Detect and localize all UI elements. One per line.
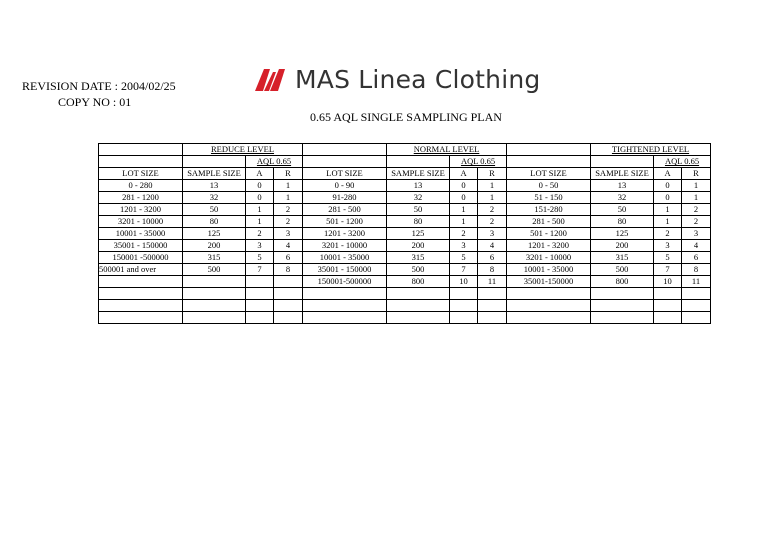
blank-row [99,288,711,300]
tightened-reject-cell: 8 [682,264,711,276]
tightened-reject-cell: 2 [682,216,711,228]
reduce-reject-cell: 4 [274,240,303,252]
tightened-accept-cell: 2 [654,228,682,240]
tightened-lot-size-cell: 501 - 1200 [507,228,591,240]
table-row [99,240,711,252]
reduce-lot-size-cell: 3201 - 10000 [99,216,183,228]
tightened-accept-cell: 0 [654,180,682,192]
tightened-lot-size-cell: 3201 - 10000 [507,252,591,264]
blank-cell [591,312,654,324]
blank-row [99,312,711,324]
reduce-sample-size-cell: 315 [183,252,246,264]
tightened-accept-cell: 10 [654,276,682,288]
sample-size-header: SAMPLE SIZE [183,168,246,180]
tightened-reject-cell: 3 [682,228,711,240]
blank-cell [99,156,183,168]
blank-cell [274,288,303,300]
reduce-lot-size-cell: 281 - 1200 [99,192,183,204]
normal-lot-size-cell: 281 - 500 [303,204,387,216]
normal-reject-cell: 1 [478,192,507,204]
normal-accept-cell: 3 [450,240,478,252]
normal-sample-size-cell: 32 [387,192,450,204]
reduce-sample-size-cell: 80 [183,216,246,228]
blank-cell [654,300,682,312]
tightened-sample-size-cell: 80 [591,216,654,228]
tightened-accept-cell: 7 [654,264,682,276]
normal-aql-header: AQL 0.65 [450,156,507,168]
reject-header: R [478,168,507,180]
accept-header: A [450,168,478,180]
normal-accept-cell: 1 [450,204,478,216]
tightened-sample-size-cell: 32 [591,192,654,204]
accept-header: A [654,168,682,180]
blank-cell [682,300,711,312]
normal-sample-size-cell: 500 [387,264,450,276]
reduce-reject-cell: 3 [274,228,303,240]
blank-cell [591,288,654,300]
normal-lot-size-cell: 1201 - 3200 [303,228,387,240]
normal-sample-size-cell: 315 [387,252,450,264]
blank-cell [507,144,591,156]
blank-cell [591,156,654,168]
blank-cell [246,276,274,288]
tightened-reject-cell: 4 [682,240,711,252]
reduce-reject-cell: 8 [274,264,303,276]
normal-lot-size-cell: 10001 - 35000 [303,252,387,264]
blank-cell [478,300,507,312]
reduce-sample-size-cell: 13 [183,180,246,192]
tightened-accept-cell: 3 [654,240,682,252]
blank-cell [99,288,183,300]
reduce-accept-cell: 0 [246,180,274,192]
tightened-reject-cell: 2 [682,204,711,216]
tightened-reject-cell: 1 [682,180,711,192]
lot-size-header: LOT SIZE [99,168,183,180]
normal-accept-cell: 1 [450,216,478,228]
level-header-row [99,144,711,156]
normal-lot-size-cell: 91-280 [303,192,387,204]
reduce-sample-size-cell: 50 [183,204,246,216]
tightened-reject-cell: 6 [682,252,711,264]
aql-header-row [99,156,711,168]
normal-reject-cell: 1 [478,180,507,192]
table-row [99,192,711,204]
reduce-lot-size-cell: 150001 -500000 [99,252,183,264]
blank-row [99,300,711,312]
normal-reject-cell: 3 [478,228,507,240]
blank-cell [303,156,387,168]
blank-cell [591,300,654,312]
blank-cell [387,300,450,312]
reduce-accept-cell: 5 [246,252,274,264]
tightened-sample-size-cell: 200 [591,240,654,252]
tightened-accept-cell: 1 [654,204,682,216]
blank-cell [507,312,591,324]
reduce-lot-size-cell: 500001 and over [99,264,183,276]
normal-sample-size-cell: 125 [387,228,450,240]
reduce-lot-size-cell: 1201 - 3200 [99,204,183,216]
reduce-sample-size-cell: 200 [183,240,246,252]
normal-lot-size-cell: 150001-500000 [303,276,387,288]
blank-cell [274,276,303,288]
blank-cell [387,288,450,300]
normal-reject-cell: 11 [478,276,507,288]
normal-level-header: NORMAL LEVEL [387,144,507,156]
tightened-lot-size-cell: 51 - 150 [507,192,591,204]
tightened-sample-size-cell: 500 [591,264,654,276]
blank-cell [507,288,591,300]
blank-cell [183,276,246,288]
copy-number: COPY NO : 01 [58,95,132,109]
reduce-accept-cell: 0 [246,192,274,204]
page-title: 0.65 AQL SINGLE SAMPLING PLAN [310,110,502,124]
tightened-lot-size-cell: 10001 - 35000 [507,264,591,276]
reduce-reject-cell: 6 [274,252,303,264]
tightened-lot-size-cell: 1201 - 3200 [507,240,591,252]
normal-lot-size-cell: 3201 - 10000 [303,240,387,252]
tightened-reject-cell: 1 [682,192,711,204]
company-logo [255,66,540,94]
sample-size-header: SAMPLE SIZE [387,168,450,180]
blank-cell [246,312,274,324]
blank-cell [450,288,478,300]
normal-lot-size-cell: 35001 - 150000 [303,264,387,276]
blank-cell [303,312,387,324]
normal-reject-cell: 8 [478,264,507,276]
reduce-aql-header: AQL 0.65 [246,156,303,168]
revision-date: REVISION DATE : 2004/02/25 [22,79,176,93]
reject-header: R [274,168,303,180]
normal-reject-cell: 2 [478,216,507,228]
reduce-lot-size-cell: 35001 - 150000 [99,240,183,252]
reduce-lot-size-cell: 0 - 280 [99,180,183,192]
blank-cell [507,300,591,312]
blank-cell [274,312,303,324]
tightened-sample-size-cell: 13 [591,180,654,192]
normal-sample-size-cell: 50 [387,204,450,216]
reduce-reject-cell: 1 [274,192,303,204]
blank-cell [507,156,591,168]
reduce-sample-size-cell: 125 [183,228,246,240]
revision-block [22,78,176,110]
table-row [99,180,711,192]
tightened-lot-size-cell: 35001-150000 [507,276,591,288]
blank-cell [682,288,711,300]
reduce-accept-cell: 1 [246,216,274,228]
blank-cell [274,300,303,312]
blank-cell [654,288,682,300]
reduce-reject-cell: 2 [274,216,303,228]
blank-cell [450,312,478,324]
blank-cell [387,312,450,324]
normal-accept-cell: 10 [450,276,478,288]
tightened-lot-size-cell: 151-280 [507,204,591,216]
normal-lot-size-cell: 0 - 90 [303,180,387,192]
blank-cell [478,312,507,324]
sampling-plan-table [98,143,711,324]
tightened-sample-size-cell: 800 [591,276,654,288]
blank-cell [183,288,246,300]
blank-cell [303,300,387,312]
blank-cell [246,300,274,312]
tightened-accept-cell: 1 [654,216,682,228]
normal-accept-cell: 2 [450,228,478,240]
table-row [99,204,711,216]
tightened-aql-header: AQL 0.65 [654,156,711,168]
blank-cell [303,288,387,300]
mas-logo-icon [255,69,291,91]
reduce-accept-cell: 3 [246,240,274,252]
lot-size-header: LOT SIZE [507,168,591,180]
normal-reject-cell: 4 [478,240,507,252]
blank-cell [183,300,246,312]
blank-cell [682,312,711,324]
blank-cell [450,300,478,312]
tightened-accept-cell: 0 [654,192,682,204]
reduce-accept-cell: 1 [246,204,274,216]
reduce-sample-size-cell: 32 [183,192,246,204]
table-row [99,264,711,276]
blank-cell [99,276,183,288]
tightened-reject-cell: 11 [682,276,711,288]
reduce-reject-cell: 2 [274,204,303,216]
blank-cell [654,312,682,324]
reduce-level-header: REDUCE LEVEL [183,144,303,156]
blank-cell [183,156,246,168]
blank-cell [387,156,450,168]
table-row [99,276,711,288]
reduce-lot-size-cell: 10001 - 35000 [99,228,183,240]
reject-header: R [682,168,711,180]
tightened-sample-size-cell: 315 [591,252,654,264]
normal-sample-size-cell: 80 [387,216,450,228]
blank-cell [99,300,183,312]
normal-accept-cell: 0 [450,192,478,204]
reduce-accept-cell: 7 [246,264,274,276]
blank-cell [183,312,246,324]
tightened-accept-cell: 5 [654,252,682,264]
normal-sample-size-cell: 800 [387,276,450,288]
reduce-accept-cell: 2 [246,228,274,240]
normal-reject-cell: 2 [478,204,507,216]
tightened-lot-size-cell: 0 - 50 [507,180,591,192]
tightened-sample-size-cell: 125 [591,228,654,240]
sample-size-header: SAMPLE SIZE [591,168,654,180]
table-row [99,228,711,240]
blank-cell [246,288,274,300]
reduce-reject-cell: 1 [274,180,303,192]
company-name: MAS Linea Clothing [295,65,541,94]
tightened-level-header: TIGHTENED LEVEL [591,144,711,156]
accept-header: A [246,168,274,180]
tightened-lot-size-cell: 281 - 500 [507,216,591,228]
blank-cell [99,144,183,156]
normal-accept-cell: 0 [450,180,478,192]
normal-sample-size-cell: 13 [387,180,450,192]
normal-sample-size-cell: 200 [387,240,450,252]
normal-lot-size-cell: 501 - 1200 [303,216,387,228]
reduce-sample-size-cell: 500 [183,264,246,276]
normal-accept-cell: 7 [450,264,478,276]
normal-accept-cell: 5 [450,252,478,264]
blank-cell [303,144,387,156]
tightened-sample-size-cell: 50 [591,204,654,216]
column-header-row [99,168,711,180]
lot-size-header: LOT SIZE [303,168,387,180]
table-row [99,216,711,228]
blank-cell [99,312,183,324]
normal-reject-cell: 6 [478,252,507,264]
table-row [99,252,711,264]
blank-cell [478,288,507,300]
